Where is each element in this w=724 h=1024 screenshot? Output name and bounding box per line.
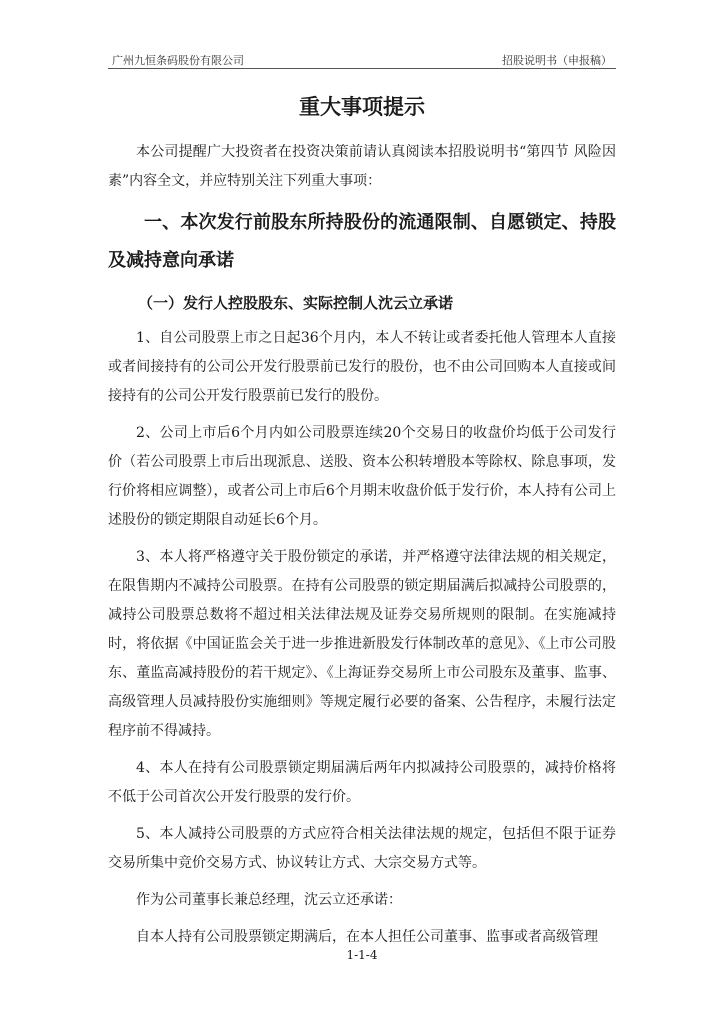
header-document-type: 招股说明书（申报稿）	[502, 54, 612, 67]
commitment-paragraph-4: 4、本人在持有公司股票锁定期届满后两年内拟减持公司股票的，减持价格将不低于公司首次公开发行股票的发行价。	[108, 760, 616, 805]
commitment-paragraph-5: 5、本人减持公司股票的方式应符合相关法律法规的规定，包括但不限于证券交易所集中竞价交易方式、协议转让方式、大宗交易方式等。	[108, 826, 616, 871]
page-number: 1-1-4	[346, 948, 378, 962]
header-divider	[108, 68, 616, 69]
page-header	[108, 50, 616, 68]
section-heading-1: 一、本次发行前股东所持股份的流通限制、自愿锁定、持股及减持意向承诺	[108, 212, 616, 271]
intro-paragraph: 本公司提醒广大投资者在投资决策前请认真阅读本招股说明书“第四节 风险因素”内容全文，并应特别关注下列重大事项：	[108, 144, 616, 189]
header-company-name: 广州九恒条码股份有限公司	[112, 54, 244, 67]
commitment-paragraph-2: 2、公司上市后6个月内如公司股票连续20个交易日的收盘价均低于公司发行价（若公司股票上市后出现派息、送股、资本公积转增股本等除权、除息事项，发行价将相应调整），或者公司上市后6个月期末收盘价低于发行价，本人持有公司上述股份的锁定期限自动延长6个月。	[108, 425, 616, 528]
commitment-paragraph-1: 1、自公司股票上市之日起36个月内，本人不转让或者委托他人管理本人直接或者间接持有的公司公开发行股票前已发行的股份，也不由公司回购本人直接或间接持有的公司公开发行股票前已发行的股份。	[108, 330, 616, 404]
chairman-commitment-intro: 作为公司董事长兼总经理，沈云立还承诺：	[136, 892, 402, 908]
commitment-paragraph-3: 3、本人将严格遵守关于股份锁定的承诺，并严格遵守法律法规的相关规定，在限售期内不减持公司股票。在持有公司股票的锁定期届满后拟减持公司股票的，减持公司股票总数将不超过相关法律法规及证券交易所规则的限制。在实施减持时，将依据《中国证监会关于进一步推进新股发行体制改革的意见》、《上市公司股东、董监高减持股份的若干规定》、《上海证券交易所上市公司股东及董事、监事、高级管理人员减持股份实施细则》等规定履行必要的备案、公告程序，未履行法定程序前不得减持。	[108, 549, 616, 739]
document-body	[108, 92, 616, 960]
chairman-commitment-text: 自本人持有公司股票锁定期满后，在本人担任公司董事、监事或者高级管理	[136, 929, 598, 945]
subsection-heading-1: （一）发行人控股股东、实际控制人沈云立承诺	[138, 294, 454, 312]
page-title: 重大事项提示	[299, 95, 425, 119]
